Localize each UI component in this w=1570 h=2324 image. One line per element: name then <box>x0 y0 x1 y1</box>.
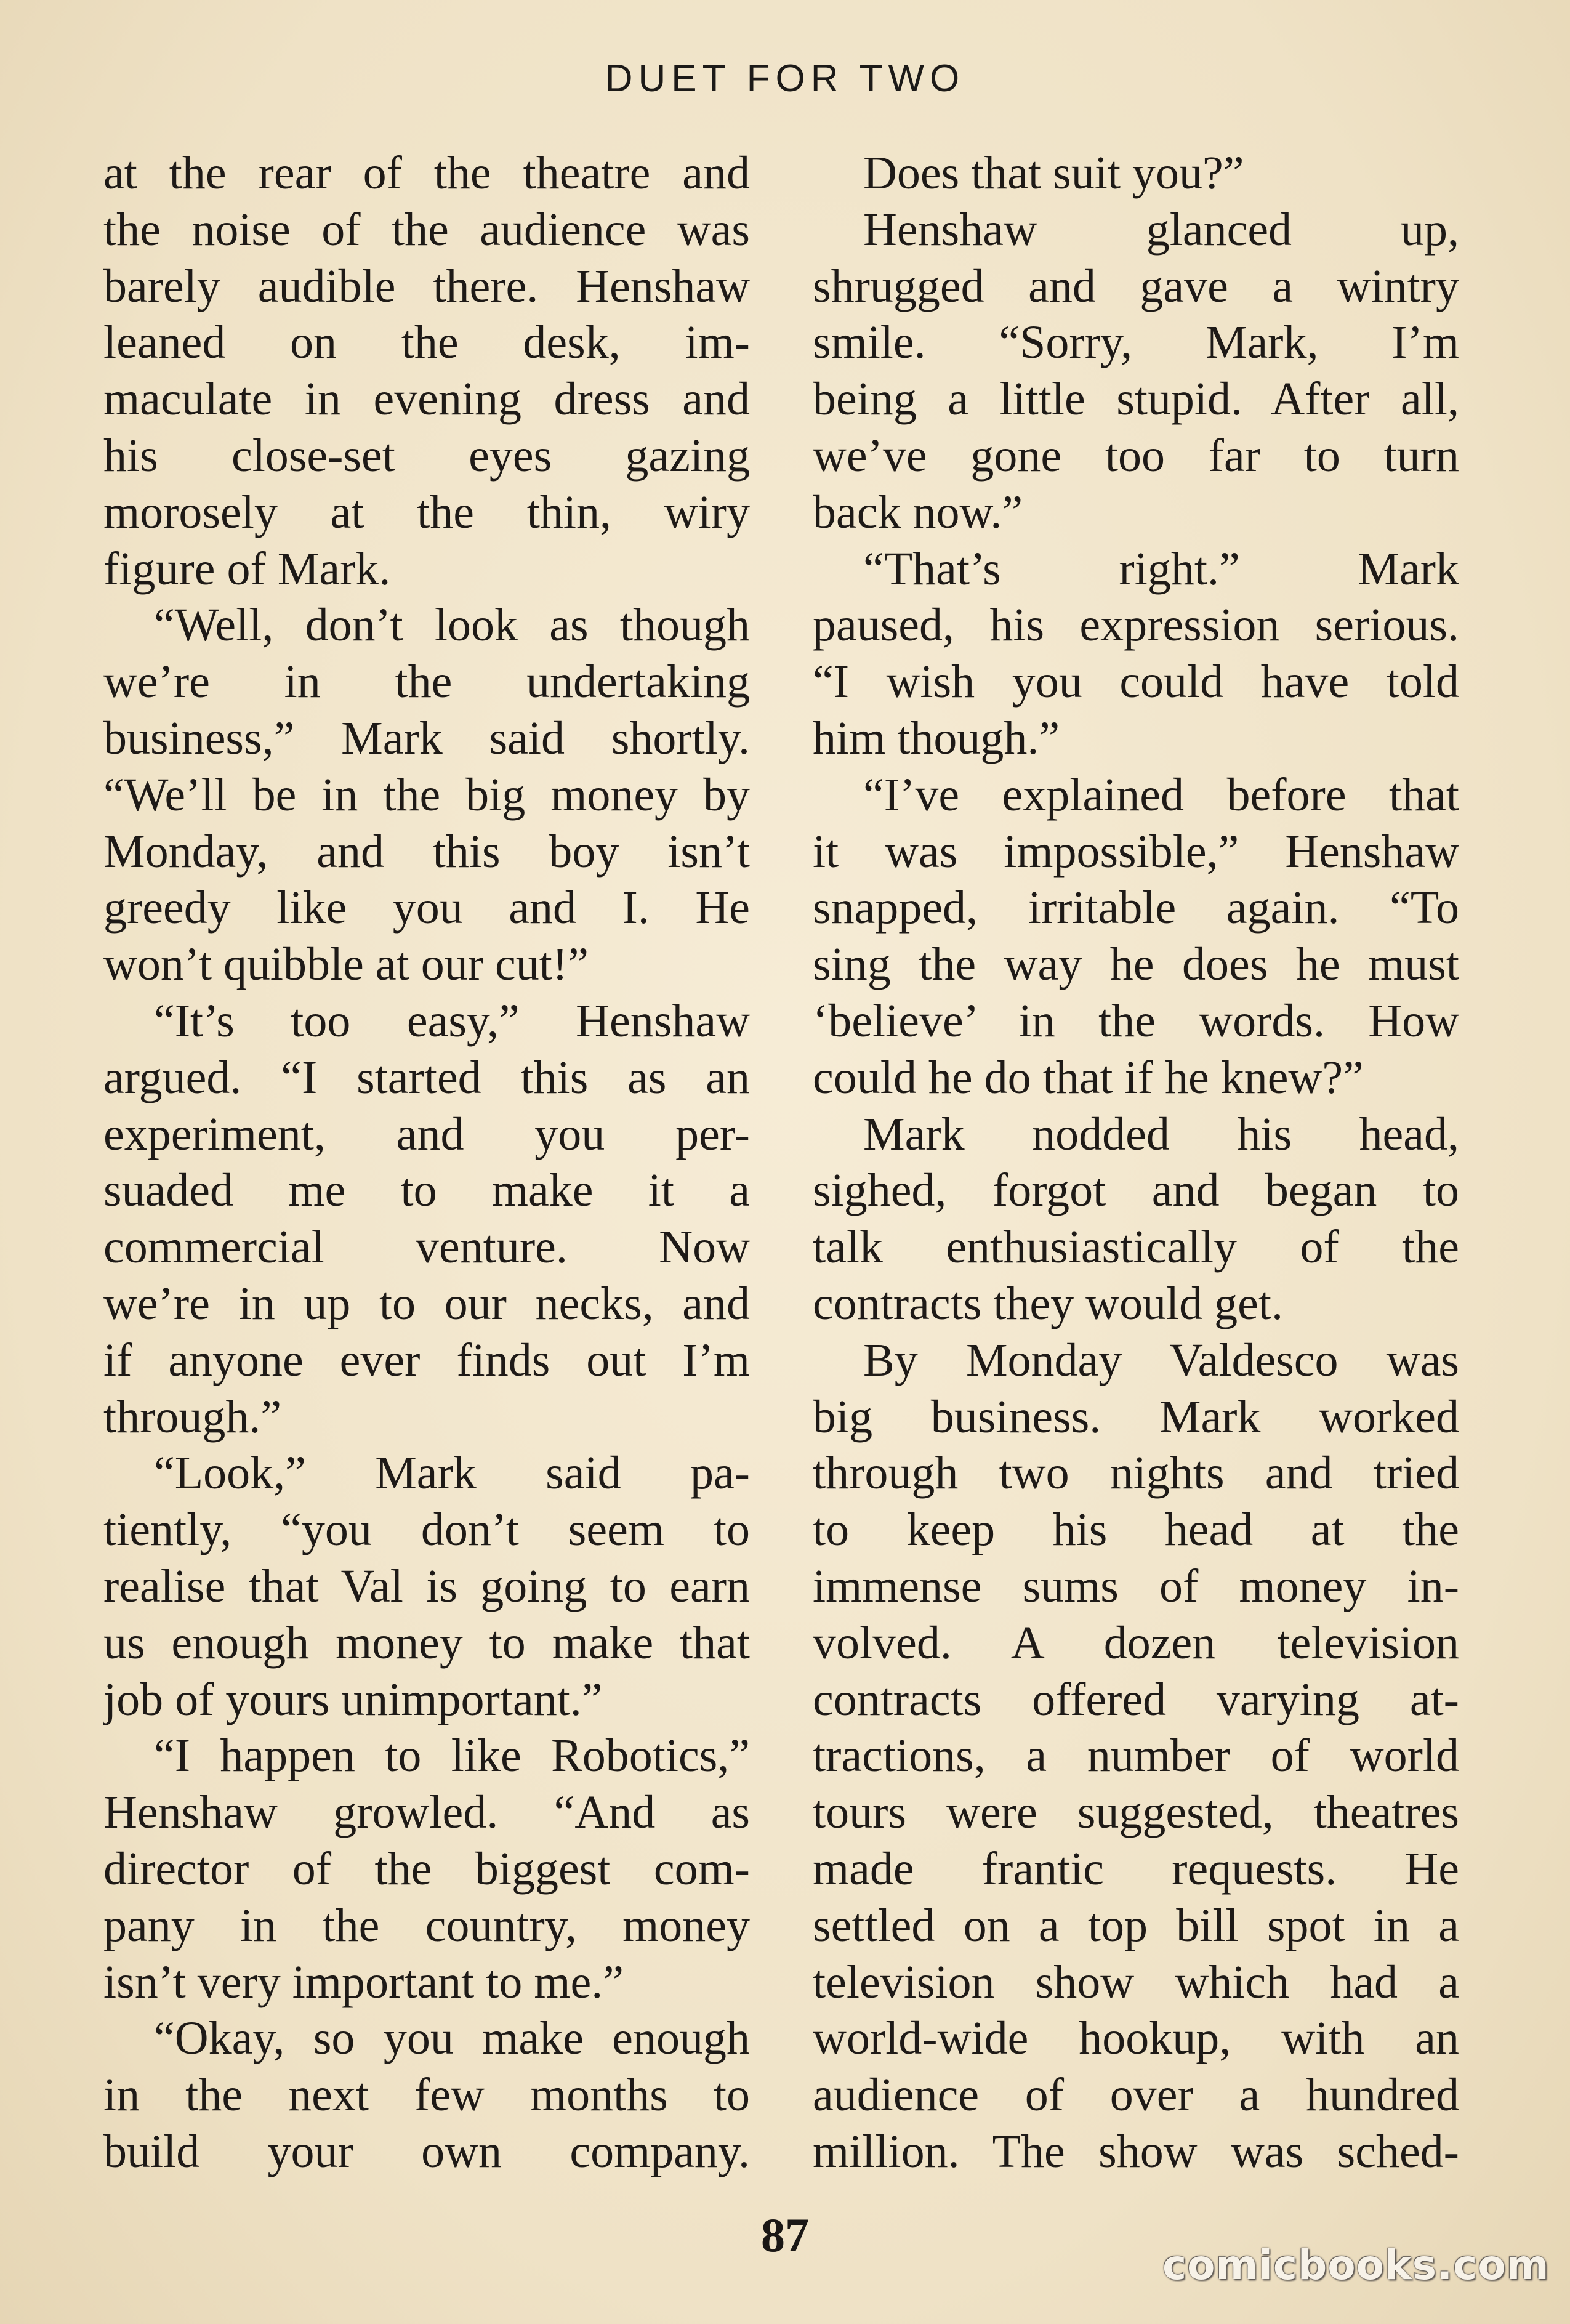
text-line: isn’t very important to me.” <box>103 1956 624 2008</box>
text-line: world-wide hookup, with an <box>813 2012 1459 2065</box>
text-line: volved. A dozen television <box>813 1616 1459 1669</box>
text-line: tractions, a number of world <box>813 1730 1459 1782</box>
text-line: in the next few months to <box>103 2069 750 2121</box>
text-line: smile. “Sorry, Mark, I’m <box>813 317 1459 369</box>
page-number: 87 <box>761 2208 809 2262</box>
text-line: won’t quibble at our cut!” <box>103 938 589 991</box>
right-text-column <box>813 145 1459 2181</box>
text-line: the noise of the audience was <box>103 203 750 256</box>
text-line: figure of Mark. <box>103 543 391 595</box>
text-line: ‘believe’ in the words. How <box>813 995 1459 1047</box>
text-line: experiment, and you per- <box>103 1108 750 1160</box>
text-line: talk enthusiastically of the <box>813 1221 1459 1273</box>
text-line: tours were suggested, theatres <box>813 1786 1459 1839</box>
text-line: made frantic requests. He <box>813 1842 1459 1895</box>
text-line: paused, his expression serious. <box>813 599 1459 652</box>
text-line: job of yours unimportant.” <box>103 1673 603 1725</box>
text-line: it was impossible,” Henshaw <box>813 825 1459 878</box>
text-line: director of the biggest com- <box>103 1842 750 1895</box>
text-line: “Look,” Mark said pa- <box>154 1447 750 1499</box>
text-line: back now.” <box>813 486 1023 538</box>
text-line: “It’s too easy,” Henshaw <box>154 995 750 1047</box>
text-line: settled on a top bill spot in a <box>813 1899 1459 1951</box>
text-line: his close-set eyes gazing <box>103 429 750 482</box>
text-line: we’re in up to our necks, and <box>103 1277 750 1329</box>
text-line: commercial venture. Now <box>103 1221 750 1273</box>
text-line: at the rear of the theatre and <box>103 147 750 199</box>
text-line: Mark nodded his head, <box>863 1108 1459 1160</box>
text-line: us enough money to make that <box>103 1616 750 1669</box>
text-line: shrugged and gave a wintry <box>813 260 1459 312</box>
text-line: to keep his head at the <box>813 1504 1459 1556</box>
text-line: contracts they would get. <box>813 1277 1284 1329</box>
text-line: could he do that if he knew?” <box>813 1051 1364 1103</box>
text-line: Henshaw glanced up, <box>863 203 1459 256</box>
text-line: “We’ll be in the big money by <box>103 769 750 821</box>
text-line: through two nights and tried <box>813 1447 1459 1499</box>
text-line: Monday, and this boy isn’t <box>103 825 750 878</box>
text-line: By Monday Valdesco was <box>863 1334 1459 1386</box>
text-line: realise that Val is going to earn <box>103 1560 750 1612</box>
text-line: snapped, irritable again. “To <box>813 882 1459 934</box>
text-line: “I wish you could have told <box>813 656 1459 708</box>
text-line: Does that suit you?” <box>863 147 1244 199</box>
text-line: him though.” <box>813 712 1060 764</box>
text-line: big business. Mark worked <box>813 1390 1459 1443</box>
text-line: sing the way he does he must <box>813 938 1459 991</box>
text-line: we’re in the undertaking <box>103 656 750 708</box>
text-line: tiently, “you don’t seem to <box>103 1504 750 1556</box>
text-line: contracts offered varying at- <box>813 1673 1459 1725</box>
text-line: “Well, don’t look as though <box>154 599 750 652</box>
text-line: million. The show was sched- <box>813 2125 1459 2177</box>
text-line: leaned on the desk, im- <box>103 317 750 369</box>
text-line: through.” <box>103 1390 282 1443</box>
text-line: “I’ve explained before that <box>863 769 1459 821</box>
left-text-column <box>103 145 750 2181</box>
text-line: immense sums of money in- <box>813 1560 1459 1612</box>
text-line: sighed, forgot and began to <box>813 1164 1459 1217</box>
text-line: “Okay, so you make enough <box>154 2012 750 2065</box>
text-line: barely audible there. Henshaw <box>103 260 750 312</box>
text-line: audience of over a hundred <box>813 2069 1459 2121</box>
text-line: television show which had a <box>813 1956 1459 2008</box>
text-line: business,” Mark said shortly. <box>103 712 750 764</box>
watermark: comicbooks.com <box>1162 2241 1550 2289</box>
text-line: “That’s right.” Mark <box>863 543 1459 595</box>
text-line: Henshaw growled. “And as <box>103 1786 750 1839</box>
text-line: pany in the country, money <box>103 1899 750 1951</box>
text-line: “I happen to like Robotics,” <box>154 1730 750 1782</box>
text-line: argued. “I started this as an <box>103 1051 750 1103</box>
text-line: build your own company. <box>103 2125 750 2177</box>
text-line: greedy like you and I. He <box>103 882 750 934</box>
text-line: if anyone ever finds out I’m <box>103 1334 750 1386</box>
text-line: being a little stupid. After all, <box>813 373 1459 426</box>
text-line: morosely at the thin, wiry <box>103 486 750 538</box>
text-line: suaded me to make it a <box>103 1164 750 1217</box>
text-line: we’ve gone too far to turn <box>813 429 1459 482</box>
text-line: maculate in evening dress and <box>103 373 750 426</box>
running-head: DUET FOR TWO <box>605 57 965 100</box>
